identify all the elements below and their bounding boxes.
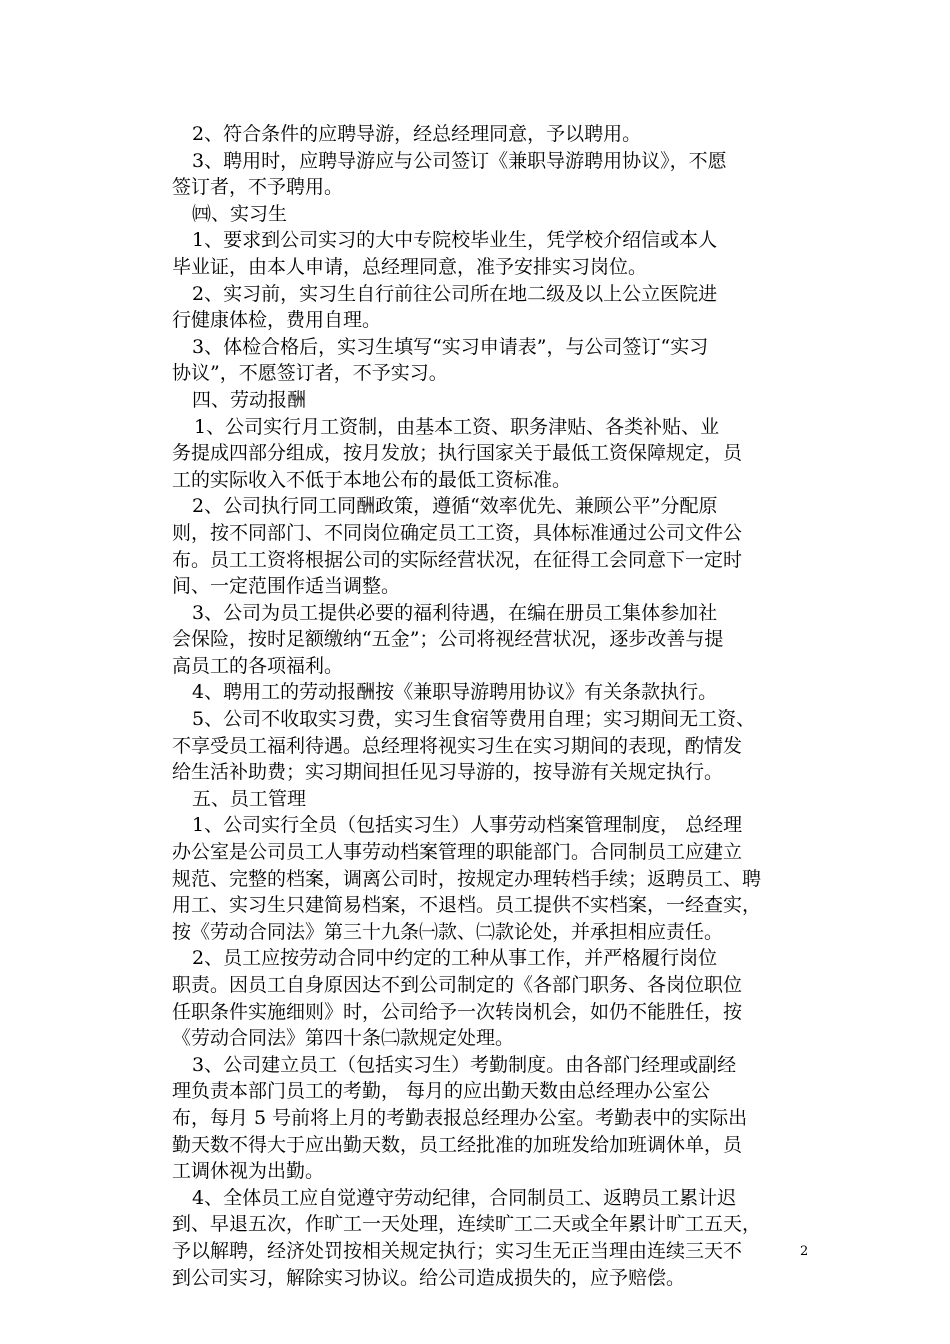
text-line: 职责。因员工自身原因达不到公司制定的《各部门职务、各岗位职位 [172,974,743,996]
text-line: 签订者，不予聘用。 [172,176,344,199]
text-line: 则，按不同部门、不同岗位确定员工工资，具体标准通过公司文件公 [172,521,743,544]
text-line: 毕业证，由本人申请，总经理同意，准予安排实习岗位。 [172,255,648,278]
text-line: 1、要求到公司实习的大中专院校毕业生，凭学校介绍信或本人 [192,229,718,252]
text-line: 1、公司实行全员（包括实习生）人事劳动档案管理制度， 总经理 [192,814,743,837]
text-line: 给生活补助费；实习期间担任见习导游的，按导游有关规定执行。 [172,761,724,784]
text-line: 协议”，不愿签订者，不予实习。 [172,362,448,385]
document-body [172,121,812,1291]
text-line: 规范、完整的档案，调离公司时，按规定办理转档手续；返聘员工、聘 [172,867,762,890]
text-line: 4、聘用工的劳动报酬按《兼职导游聘用协议》有关条款执行。 [192,681,718,704]
text-line: 五、员工管理 [192,787,307,810]
text-line: 理负责本部门员工的考勤， 每月的应出勤天数由总经理办公室公 [172,1080,711,1103]
text-line: 2、符合条件的应聘导游，经总经理同意，予以聘用。 [192,123,642,145]
text-line: 予以解聘，经济处罚按相关规定执行；实习生无正当理由连续三天不 [172,1239,743,1262]
text-line: 到、早退五次，作旷工一天处理，连续旷工二天或全年累计旷工五天， [172,1213,762,1236]
text-line: 勤天数不得大于应出勤天数，员工经批准的加班发给加班调休单，员 [172,1133,743,1156]
text-line: 3、聘用时，应聘导游应与公司签订《兼职导游聘用协议》，不愿 [192,149,727,172]
text-line: 高员工的各项福利。 [172,654,344,677]
text-line: 任职条件实施细则》时，公司给予一次转岗机会，如仍不能胜任，按 [172,1000,743,1023]
text-line: 按《劳动合同法》第三十九条㈠款、㈡款论处，并承担相应责任。 [172,920,724,943]
text-line: 2、实习前，实习生自行前往公司所在地二级及以上公立医院进 [192,282,718,305]
text-line: ㈣、实习生 [192,202,288,225]
text-line: 布。员工工资将根据公司的实际经营状况，在征得工会同意下一定时 [172,548,743,571]
text-line: 到公司实习，解除实习协议。给公司造成损失的，应予赔偿。 [172,1266,686,1289]
text-line: 2、公司执行同工同酬政策，遵循“效率优先、兼顾公平”分配原 [192,495,718,518]
text-line: 2、员工应按劳动合同中约定的工种从事工作，并严格履行岗位 [192,947,718,970]
text-line: 工调休视为出勤。 [172,1160,325,1183]
text-line: 四、劳动报酬 [192,388,307,411]
text-line: 5、公司不收取实习费，实习生食宿等费用自理；实习期间无工资、 [192,708,756,731]
text-line: 工的实际收入不低于本地公布的最低工资标准。 [172,468,572,491]
text-line: 行健康体检，费用自理。 [172,309,382,332]
text-line: 务提成四部分组成，按月发放；执行国家关于最低工资保障规定，员 [172,442,743,465]
text-line: 会保险，按时足额缴纳“五金”；公司将视经营状况，逐步改善与提 [172,628,724,651]
text-line: 3、体检合格后，实习生填写“实习申请表”，与公司签订“实习 [192,335,709,358]
page-number: 2 [800,1244,809,1259]
text-line: 布，每月 5 号前将上月的考勤表报总经理办公室。考勤表中的实际出 [172,1106,748,1129]
text-line: 1、公司实行月工资制，由基本工资、职务津贴、各类补贴、业 [194,415,720,438]
text-line: 《劳动合同法》第四十条㈡款规定处理。 [172,1027,515,1050]
text-line: 用工、实习生只建简易档案，不退档。员工提供不实档案，一经查实， [172,894,762,917]
text-line: 办公室是公司员工人事劳动档案管理的职能部门。合同制员工应建立 [172,841,743,864]
text-line: 3、公司建立员工（包括实习生）考勤制度。由各部门经理或副经 [192,1053,737,1076]
text-line: 不享受员工福利待遇。总经理将视实习生在实习期间的表现，酌情发 [172,734,743,757]
text-line: 间、一定范围作适当调整。 [172,575,401,598]
text-line: 4、全体员工应自觉遵守劳动纪律，合同制员工、返聘员工累计迟 [192,1186,737,1209]
text-line: 3、公司为员工提供必要的福利待遇，在编在册员工集体参加社 [192,601,718,624]
